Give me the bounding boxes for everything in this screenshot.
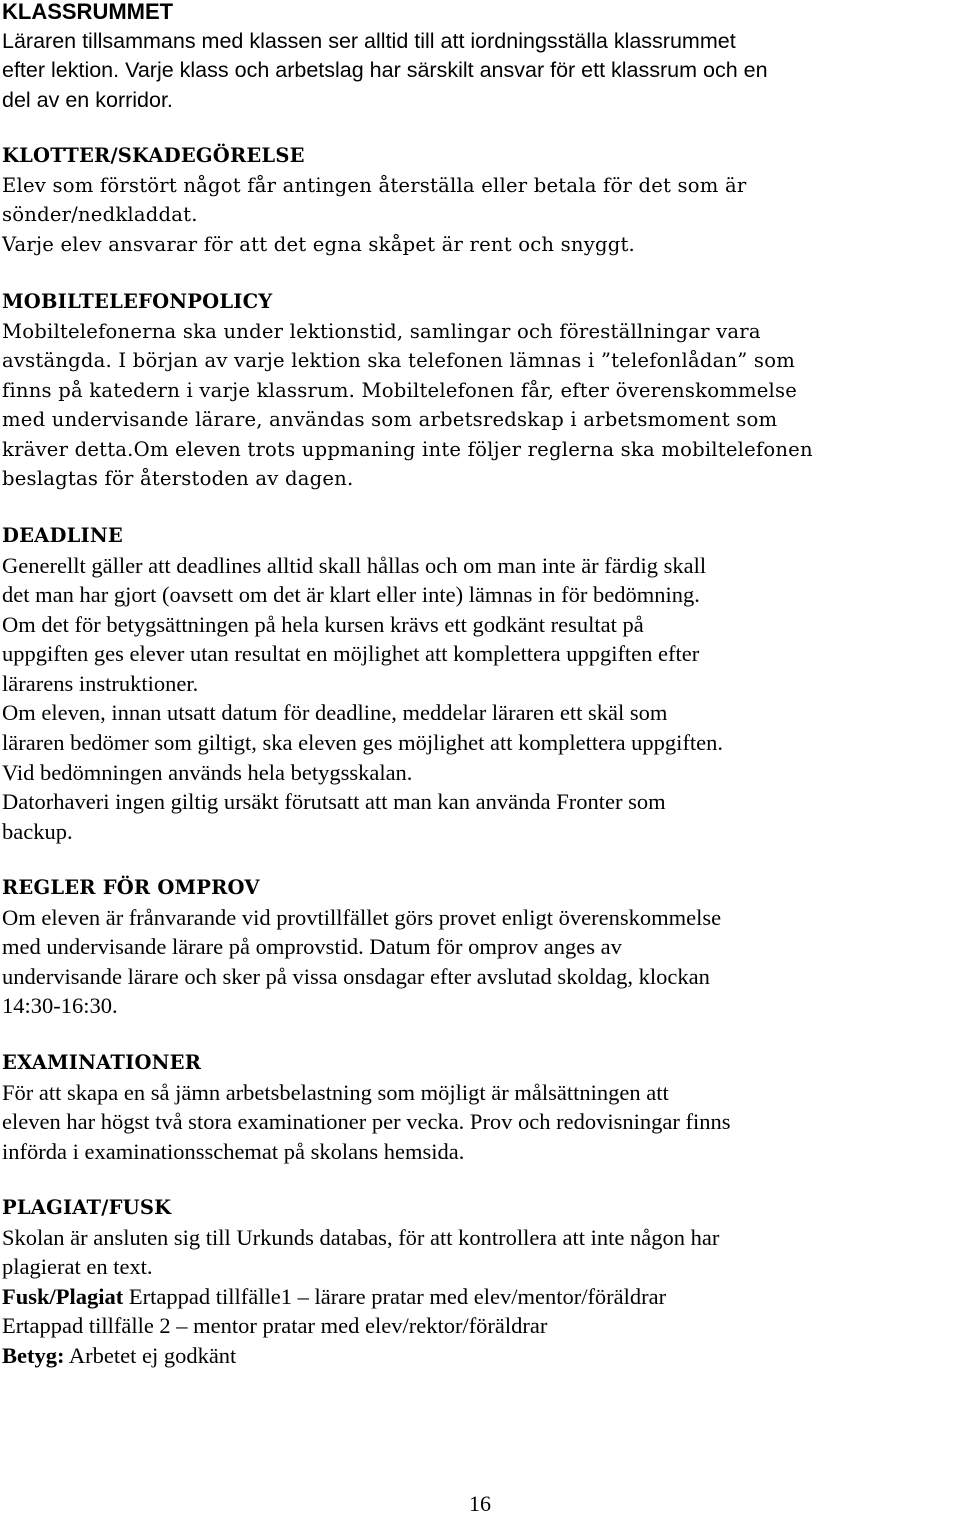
section-heading: KLASSRUMMET [2,0,174,24]
paragraph-line: läraren bedömer som giltigt, ska eleven ges möjlighet att komplettera uppgiften. [2,730,724,756]
paragraph-line: backup. [2,818,73,844]
section-klotter [2,141,952,259]
paragraph-line: Generellt gäller att deadlines alltid skall hållas och om man inte är färdig skall [2,552,707,578]
paragraph-line: 14:30-16:30. [2,993,118,1019]
paragraph-line: det man har gjort (oavsett om det är klart eller inte) lämnas in för bedömning. [2,582,700,608]
betyg-line [2,1341,952,1371]
section-examinationer [2,1048,952,1166]
paragraph-line: med undervisande lärare, användas som arbetsredskap i arbetsmoment som [2,408,778,432]
paragraph-line: uppgiften ges elever utan resultat en möjlighet att komplettera uppgiften efter [2,641,700,667]
paragraph-line: eleven har högst två stora examinationer per vecka. Prov och redovisningar finns [2,1109,731,1135]
paragraph-line: införda i examinationsschemat på skolans hemsida. [2,1138,465,1164]
paragraph-line: avstängda. I början av varje lektion ska telefonen lämnas i ”telefonlådan” som [2,349,795,373]
paragraph-line: Elev som förstört något får antingen återställa eller betala för det som är [2,173,747,197]
paragraph-line: beslagtas för återstoden av dagen. [2,467,354,491]
fusk-label: Fusk/Plagiat [2,1283,124,1309]
paragraph-line: finns på katedern i varje klassrum. Mobiltelefonen får, efter överenskommelse [2,378,798,402]
section-deadline [2,521,952,846]
paragraph-line: Skolan är ansluten sig till Urkunds databas, för att kontrollera att inte någon har [2,1224,720,1250]
paragraph-line: Mobiltelefonerna ska under lektionstid, samlingar och föreställningar vara [2,319,761,343]
page-number: 16 [469,1491,491,1516]
paragraph-line: kräver detta.Om eleven trots uppmaning inte följer reglerna ska mobiltelefonen [2,437,813,461]
paragraph-line: del av en korridor. [2,87,173,112]
section-heading: REGLER FÖR OMPROV [2,876,260,899]
paragraph-line: Om det för betygsättningen på hela kursen krävs ett godkänt resultat på [2,611,644,637]
paragraph-line: sönder/nedkladdat. [2,203,198,227]
paragraph-line: För att skapa en så jämn arbetsbelastning som möjligt är målsättningen att [2,1079,669,1105]
section-heading: EXAMINATIONER [2,1051,202,1074]
paragraph-line: efter lektion. Varje klass och arbetslag har särskilt ansvar för ett klassrum och en [2,58,768,83]
paragraph-line: undervisande lärare och sker på vissa onsdagar efter avslutad skoldag, klockan [2,963,710,989]
section-heading: DEADLINE [2,524,123,547]
paragraph-line: plagierat en text. [2,1254,153,1280]
section-mobiltelefonpolicy [2,287,952,494]
section-heading: MOBILTELEFONPOLICY [2,290,273,313]
paragraph-line: Ertappad tillfälle 2 – mentor pratar med elev/rektor/föräldrar [2,1313,548,1339]
paragraph-line: Om eleven, innan utsatt datum för deadline, meddelar läraren ett skäl som [2,700,668,726]
section-plagiat-fusk [2,1193,952,1370]
section-heading: KLOTTER/SKADEGÖRELSE [2,144,305,167]
betyg-label: Betyg: [2,1342,65,1368]
paragraph-line: Datorhaveri ingen giltig ursäkt förutsatt att man kan använda Fronter som [2,789,666,815]
paragraph-line: Varje elev ansvarar för att det egna skåpet är rent och snyggt. [2,232,635,256]
section-omprov [2,873,952,1021]
fusk-text: Ertappad tillfälle1 – lärare pratar med elev/mentor/föräldrar [123,1283,667,1309]
paragraph-line: med undervisande lärare på omprovstid. Datum för omprov anges av [2,934,622,960]
section-heading: PLAGIAT/FUSK [2,1196,172,1219]
paragraph-line: Om eleven är frånvarande vid provtillfället görs provet enligt överenskommelse [2,904,722,930]
paragraph-line: Vid bedömningen används hela betygsskalan. [2,759,413,785]
betyg-text: Arbetet ej godkänt [64,1342,237,1368]
paragraph-line: lärarens instruktioner. [2,670,199,696]
section-klassrummet [2,0,952,115]
paragraph-line: Läraren tillsammans med klassen ser alltid till att iordningsställa klassrummet [2,28,736,53]
fusk-line [2,1282,952,1312]
